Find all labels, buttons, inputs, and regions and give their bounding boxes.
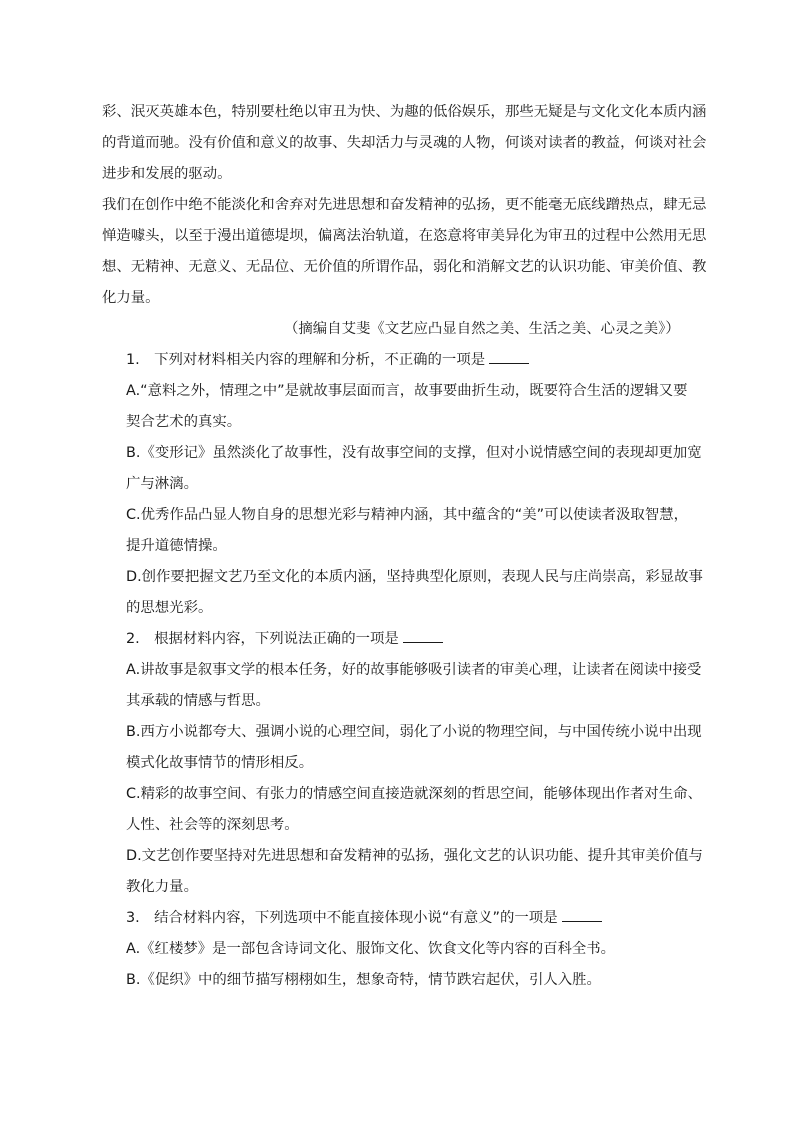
text-line: 惮造噱头，以至于漫出道德堤坝，偏离法治轨道，在恣意将审美异化为审丑的过程中公然用无思 bbox=[102, 228, 707, 244]
answer-blank bbox=[403, 628, 443, 643]
text-line: 想、无精神、无意义、无品位、无价值的所谓作品，弱化和消解文艺的认识功能、审美价值、教 bbox=[102, 259, 707, 275]
answer-blank bbox=[562, 907, 602, 922]
question-stem-text: 2. 根据材料内容，下列说法正确的一项是 bbox=[126, 631, 399, 647]
question-3 bbox=[102, 903, 700, 996]
question-stem bbox=[126, 903, 700, 934]
option-line: A.《红楼梦》是一部包含诗词文化、服饰文化、饮食文化等内容的百科全书。 bbox=[126, 941, 616, 957]
option-line: A.讲故事是叙事文学的根本任务，好的故事能够吸引读者的审美心理，让读者在阅读中接受 bbox=[126, 662, 702, 678]
option-line: 提升道德情操。 bbox=[126, 538, 227, 554]
passage-paragraph-2 bbox=[102, 190, 707, 314]
question-stem bbox=[126, 345, 700, 376]
option-line: A.“意料之外，情理之中”是就故事层面而言，故事要曲折生动，既要符合生活的逻辑又要 bbox=[126, 383, 688, 399]
option-line: 模式化故事情节的情形相反。 bbox=[126, 755, 314, 771]
option-line: 契合艺术的真实。 bbox=[126, 414, 242, 430]
text-line: 我们在创作中绝不能淡化和舍弃对先进思想和奋发精神的弘扬，更不能毫无底线蹭热点，肆无忌 bbox=[102, 197, 707, 213]
option-line: C.精彩的故事空间、有张力的情感空间直接造就深刻的哲思空间，能够体现出作者对生命、 bbox=[126, 786, 702, 802]
option-line: 人性、社会等的深刻思考。 bbox=[126, 817, 299, 833]
option-line: 教化力量。 bbox=[126, 879, 198, 895]
text-line: 进步和发展的驱动。 bbox=[102, 166, 232, 182]
option-line: 其承载的情感与哲思。 bbox=[126, 693, 270, 709]
option-line: C.优秀作品凸显人物自身的思想光彩与精神内涵，其中蕴含的“美”可以使读者汲取智慧， bbox=[126, 507, 688, 523]
document-body bbox=[102, 97, 707, 996]
question-2 bbox=[102, 624, 703, 903]
question-stem-text: 3. 结合材料内容，下列选项中不能直接体现小说“有意义”的一项是 bbox=[126, 910, 558, 926]
option-line: B.西方小说都夸大、强调小说的心理空间，弱化了小说的物理空间，与中国传统小说中出现 bbox=[126, 724, 702, 740]
option-line: B.《促织》中的细节描写栩栩如生，想象奇特，情节跌宕起伏，引人入胜。 bbox=[126, 972, 601, 988]
option-line: D.文艺创作要坚持对先进思想和奋发精神的弘扬，强化文艺的认识功能、提升其审美价值与 bbox=[126, 848, 703, 864]
question-stem-text: 1. 下列对材料相关内容的理解和分析，不正确的一项是 bbox=[126, 352, 486, 368]
option-line: D.创作要把握文艺乃至文化的本质内涵，坚持典型化原则，表现人民与庄尚崇高，彩显故事 bbox=[126, 569, 703, 585]
answer-blank bbox=[489, 349, 529, 364]
option-line: 广与淋漓。 bbox=[126, 476, 198, 492]
question-1 bbox=[102, 345, 703, 624]
option-line: B.《变形记》虽然淡化了故事性，没有故事空间的支撑，但对小说情感空间的表现却更加宽 bbox=[126, 445, 702, 461]
text-line: 化力量。 bbox=[102, 290, 160, 306]
passage-paragraph-1 bbox=[102, 97, 707, 190]
option-line: 的思想光彩。 bbox=[126, 600, 213, 616]
text-line: 的背道而驰。没有价值和意义的故事、失却活力与灵魂的人物，何谈对读者的教益，何谈对社会 bbox=[102, 135, 707, 151]
text-line: 彩、泯灭英雄本色，特别要杜绝以审丑为快、为趣的低俗娱乐，那些无疑是与文化文化本质内涵 bbox=[102, 104, 707, 120]
source-citation: （摘编自艾斐《文艺应凸显自然之美、生活之美、心灵之美》） bbox=[284, 321, 680, 337]
question-stem bbox=[126, 624, 700, 655]
